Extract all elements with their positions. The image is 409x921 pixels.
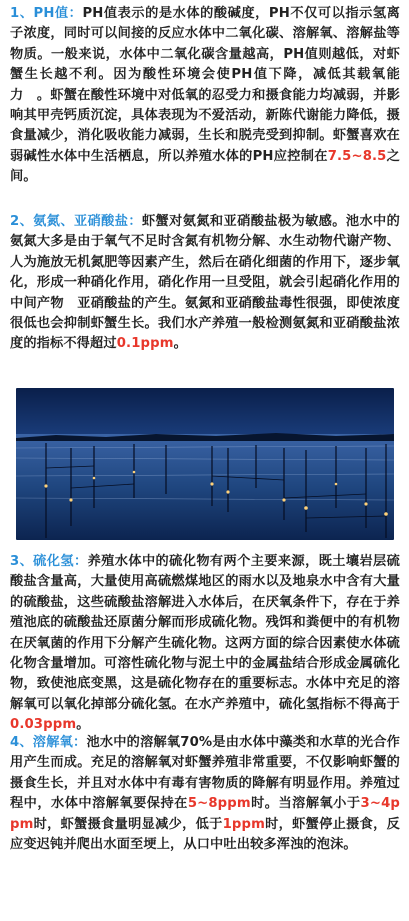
highlight-value: 0.03ppm bbox=[10, 717, 77, 733]
highlight-value: 1ppm bbox=[222, 816, 266, 832]
section-text: 养殖水体中的硫化物有两个主要来源，既土壤岩层硫酸盐含量高，大量使用高硫燃煤地区的雨水以及地泉水中含有大量的硫酸盐，这些硫酸盐溶解进入水体后，在厌氧条件下，存在于养殖池底的硫酸盐还原菌分解而形成硫化物。残饵和粪便中的有机物在厌氧菌的作用下分解产生硫化物。这两方面的综合因素使水体硫化物含量增加。可溶性硫化物与泥土中的金属盐结合形成金属硫化物，致使池底变黑，这是硫化物存在的重要标志。水体中充足的溶解氧可以氧化掉部分硫化氢。在水产养殖中，硫化氢指标不得高于 bbox=[10, 554, 400, 712]
section-text: 虾蟹对氨氮和亚硝酸盐极为敏感。池水中的氨氮大多是由于氧气不足时含氮有机物分解、水生动物代谢产物、人为施放无机氮肥等因素产生，然后在硝化细菌的作用下，逐步氧化，形成一种硝化作用，硝化作用一旦受阻，就会引起硝化作用的中间产物 亚硝酸盐的产生。氨氮和亚硝酸盐毒性很强，即使浓度很低也会抑制虾蟹生长。我们水产养殖一般检测氨氮和亚硝酸盐浓度的指标不得超过 bbox=[10, 214, 400, 352]
section-text: 时，虾蟹停止摄食，反应变迟钝并爬出水面至埂上，从口中吐出较多浑浊的泡沫。 bbox=[10, 816, 400, 853]
pond-night-photo bbox=[16, 388, 394, 540]
section-heading: 3、硫化氢： bbox=[10, 554, 88, 569]
section-text: 时。当溶解氧小于 bbox=[250, 796, 361, 812]
section-dissolved-oxygen bbox=[10, 733, 400, 855]
highlight-value: 5~8ppm bbox=[187, 796, 251, 812]
section-hydrogen-sulfide bbox=[10, 552, 400, 736]
highlight-value: 7.5~8.5 bbox=[327, 148, 387, 164]
section-text: 池水中的溶解氧70%是由水体中藻类和水草的光合作用产生而成。充足的溶解氧对虾蟹养殖非常重要，不仅影响虾蟹的摄食生长，并且对水体中有毒有害物质的降解有明显作用。养殖过程中，水体中溶解氧要保持在 bbox=[10, 735, 400, 812]
section-text: 之间。 bbox=[10, 148, 400, 185]
section-ammonia-nitrite bbox=[10, 212, 400, 355]
highlight-value: 3~4ppm bbox=[10, 796, 400, 832]
section-text: 。 bbox=[76, 717, 90, 733]
highlight-value: 0.1ppm bbox=[116, 336, 174, 352]
section-text: 时，虾蟹摄食量明显减少，低于 bbox=[33, 816, 223, 832]
section-heading: 1、PH值： bbox=[10, 6, 83, 21]
section-heading: 4、溶解氧： bbox=[10, 735, 87, 750]
pond-scene-illustration bbox=[16, 388, 394, 540]
section-ph bbox=[10, 4, 400, 188]
section-heading: 2、氨氮、亚硝酸盐： bbox=[10, 214, 142, 229]
section-text: PH值表示的是水体的酸碱度，PH不仅可以指示氢离子浓度，同时可以间接的反应水体中二氧化碳、溶解氧、溶解盐等物质。一般来说，水体中二氧化碳含量越高，PH值则越低，对虾蟹生长越不利。因为酸性环境会使PH值下降，减低其载氧能力 。虾蟹在酸性环境中对低氧的忍受力和摄食能力均减弱，并影响其甲壳钙质沉淀，具体表现为不爱活动，新陈代谢能力降低，摄食量减少，消化吸收能力减弱，生长和脱壳受到抑制。虾蟹喜欢在弱碱性水体中生活栖息，所以养殖水体的PH应控制在 bbox=[10, 6, 400, 164]
section-text: 。 bbox=[173, 336, 187, 352]
